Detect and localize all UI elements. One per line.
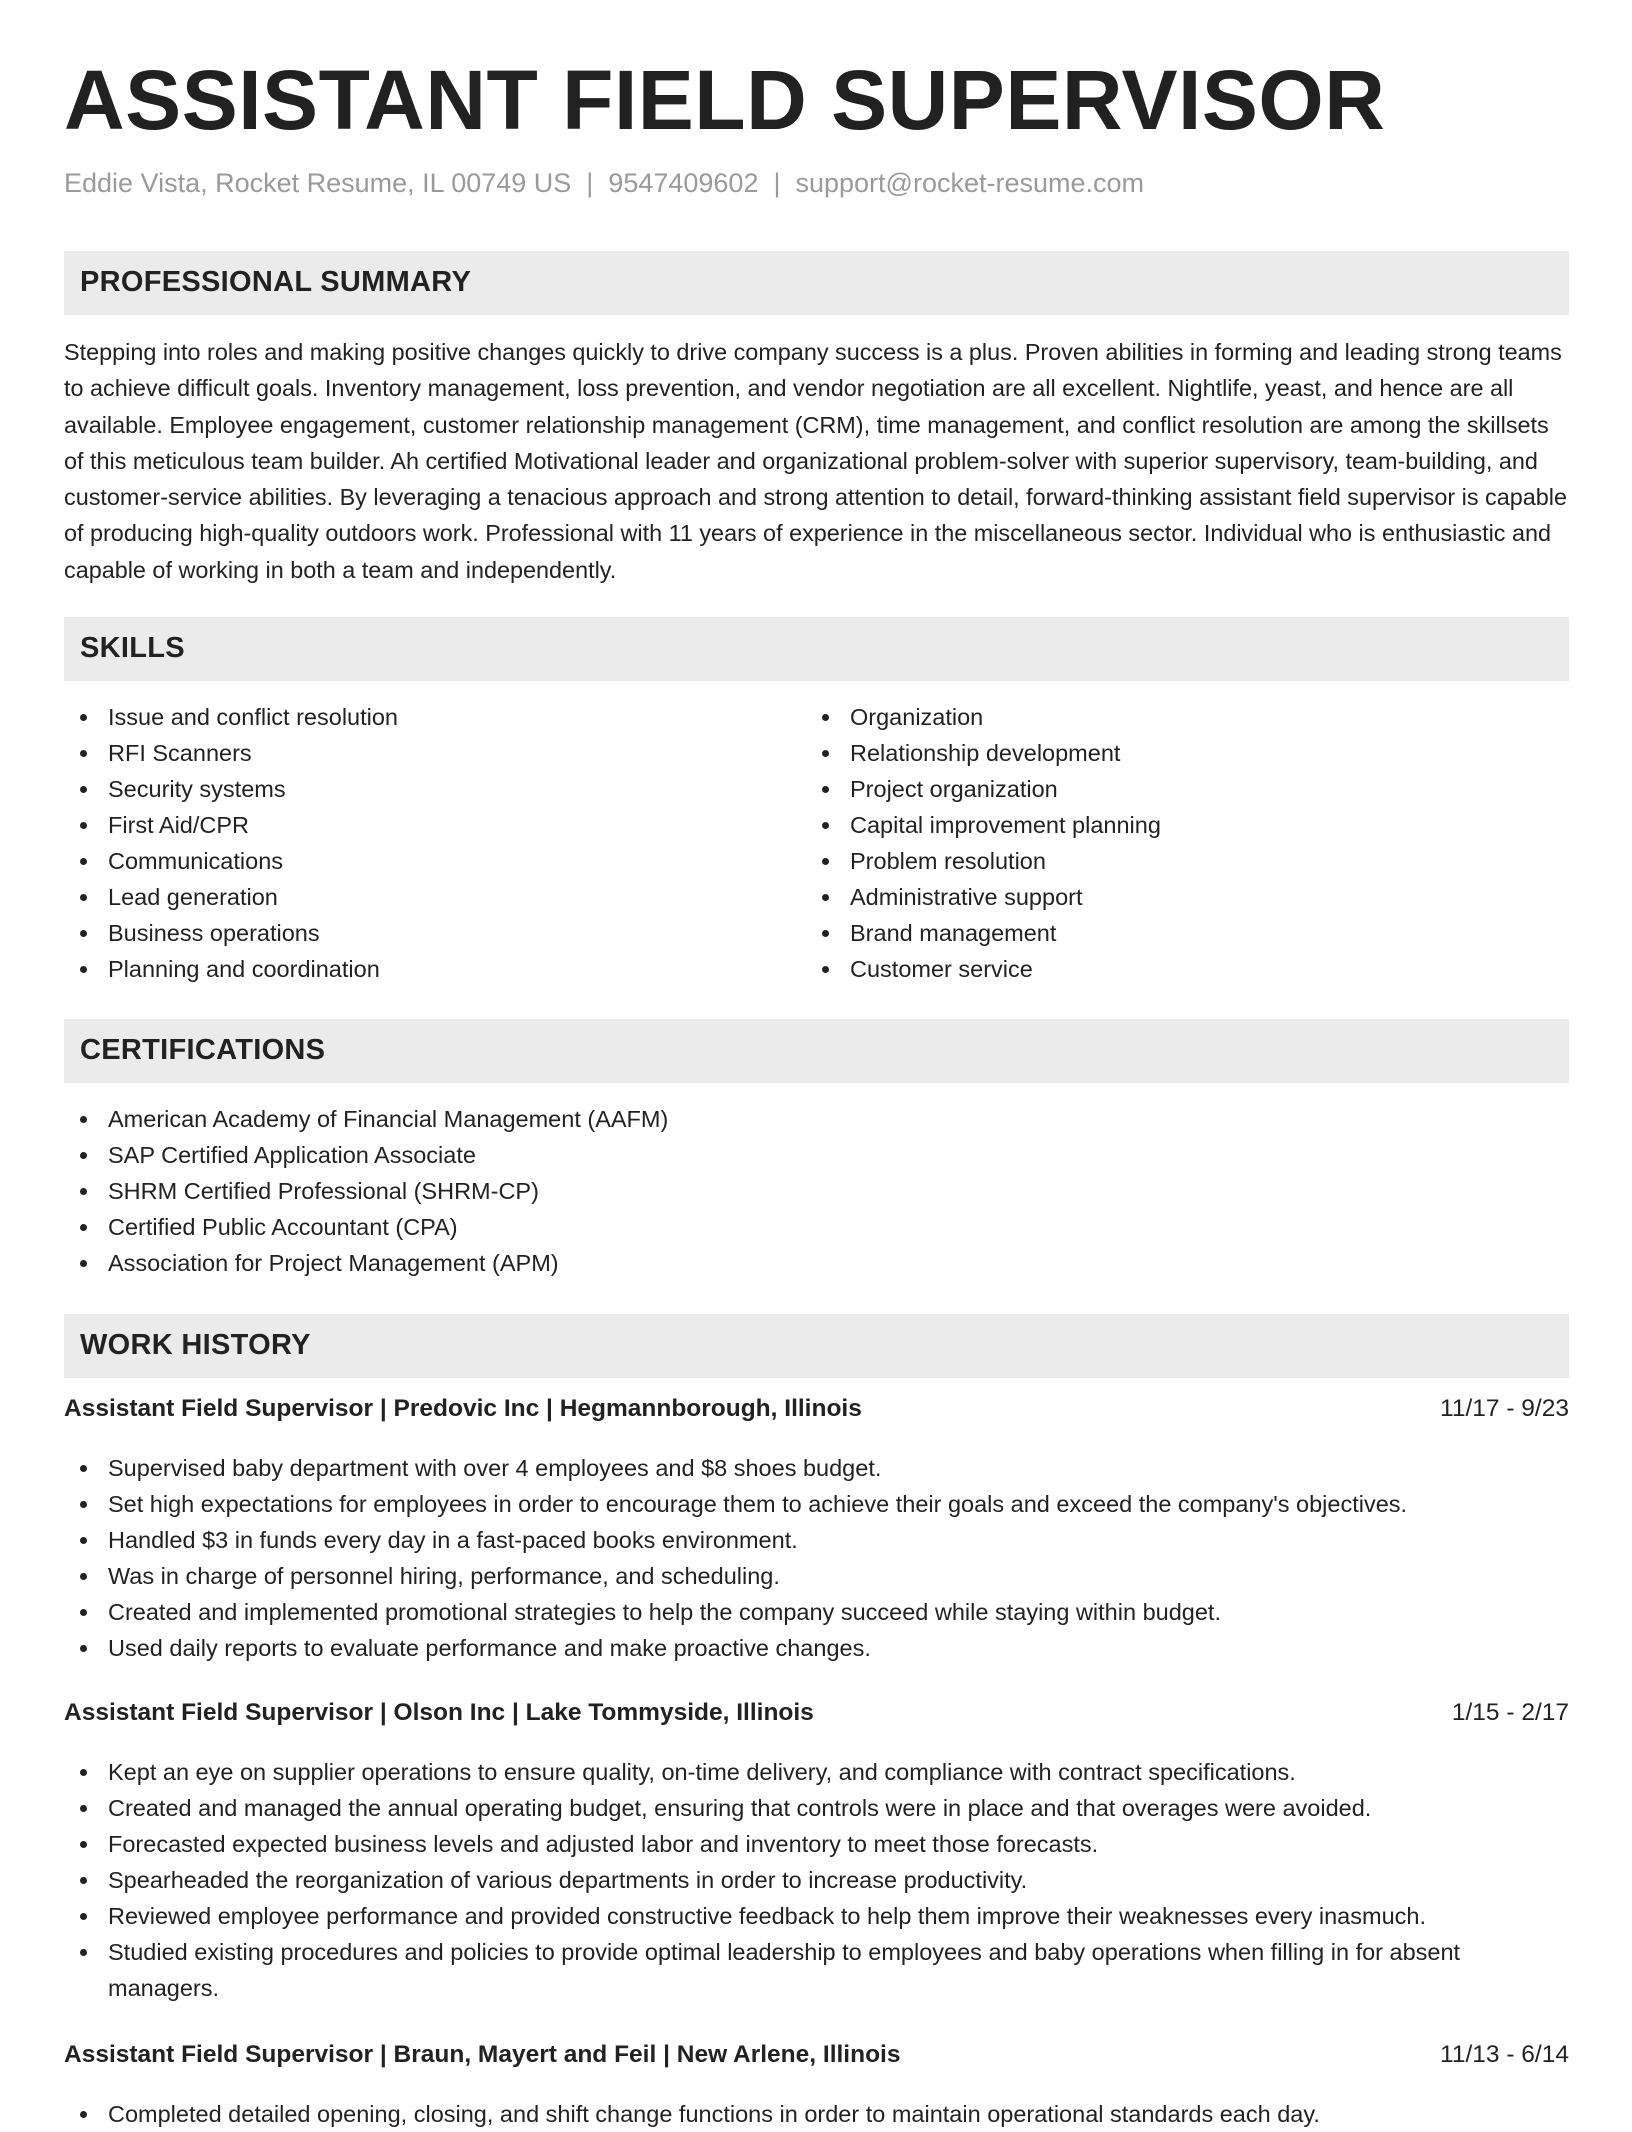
- job-bullet: Used daily reports to evaluate performance and make proactive changes.: [64, 1630, 1569, 1666]
- job-bullets: [64, 2096, 1569, 2132]
- job-bullet: Handled $3 in funds every day in a fast-paced books environment.: [64, 1522, 1569, 1558]
- skill-item: Project organization: [806, 771, 1546, 807]
- job-bullet: Reviewed employee performance and provided constructive feedback to help them improve their weaknesses every inasmuch.: [64, 1898, 1569, 1934]
- certification-item: SHRM Certified Professional (SHRM-CP): [64, 1173, 1569, 1209]
- job-bullet: Studied existing procedures and policies to provide optimal leadership to employees and baby operations when filling in for absent managers.: [64, 1934, 1569, 2006]
- job-bullet: Kept an eye on supplier operations to ensure quality, on-time delivery, and compliance with contract specifications.: [64, 1754, 1569, 1790]
- job-bullet: Was in charge of personnel hiring, performance, and scheduling.: [64, 1558, 1569, 1594]
- job-bullet: Created and implemented promotional strategies to help the company succeed while staying within budget.: [64, 1594, 1569, 1630]
- skills-heading: SKILLS: [80, 632, 185, 664]
- contact-address: Eddie Vista, Rocket Resume, IL 00749 US: [64, 168, 572, 198]
- certifications-section-header: [64, 1019, 1569, 1083]
- certifications-heading: CERTIFICATIONS: [80, 1034, 326, 1066]
- job-title: Assistant Field Supervisor | Predovic Inc | Hegmannborough, Illinois: [64, 1395, 862, 1422]
- skill-item: Business operations: [64, 915, 804, 951]
- certification-item: Certified Public Accountant (CPA): [64, 1209, 1569, 1245]
- skills-list-left: [64, 699, 804, 987]
- certification-item: SAP Certified Application Associate: [64, 1137, 1569, 1173]
- job-dates: 11/17 - 9/23: [1440, 1395, 1569, 1422]
- contact-phone: 9547409602: [608, 168, 759, 198]
- contact-separator: |: [773, 168, 781, 198]
- job-header: [64, 1395, 1569, 1431]
- summary-section-header: [64, 251, 1569, 315]
- certification-item: American Academy of Financial Management (AAFM): [64, 1101, 1569, 1137]
- resume-title: ASSISTANT FIELD SUPERVISOR: [64, 53, 1386, 147]
- skill-item: Security systems: [64, 771, 804, 807]
- work-heading: WORK HISTORY: [80, 1329, 311, 1361]
- skill-item: Customer service: [806, 951, 1546, 987]
- job-bullets: [64, 1754, 1569, 2006]
- skill-item: Planning and coordination: [64, 951, 804, 987]
- job-bullet: Supervised baby department with over 4 employees and $8 shoes budget.: [64, 1450, 1569, 1486]
- work-section-header: [64, 1314, 1569, 1378]
- job-bullet: Completed detailed opening, closing, and shift change functions in order to maintain operational standards each day.: [64, 2096, 1569, 2132]
- skills-section-header: [64, 617, 1569, 681]
- skill-item: Administrative support: [806, 879, 1546, 915]
- job-header: [64, 2041, 1569, 2077]
- skill-item: Relationship development: [806, 735, 1546, 771]
- contact-separator: |: [586, 168, 594, 198]
- job-header: [64, 1699, 1569, 1735]
- summary-text: Stepping into roles and making positive changes quickly to drive company success is a plus. Proven abilities in forming and leading strong teams to achieve difficult goals. Inventory management, loss prevention, and vendor negotiation are all excellent. Nightlife, yeast, and hence are all available. Employee engagement, customer relationship management (CRM), time management, and conflict resolution are among the skillsets of this meticulous team builder. Ah certified Motivational leader and organizational problem-solver with superior supervisory, team-building, and customer-service abilities. By leveraging a tenacious approach and strong attention to detail, forward-thinking assistant field supervisor is capable of producing high-quality outdoors work. Professional with 11 years of experience in the miscellaneous sector. Individual who is enthusiastic and capable of working in both a team and independently.: [64, 339, 1567, 583]
- skill-item: Capital improvement planning: [806, 807, 1546, 843]
- job-dates: 11/13 - 6/14: [1440, 2041, 1569, 2068]
- summary-heading: PROFESSIONAL SUMMARY: [80, 266, 472, 298]
- certifications-list: [64, 1101, 1569, 1281]
- contact-email: support@rocket-resume.com: [795, 168, 1145, 198]
- skill-item: Problem resolution: [806, 843, 1546, 879]
- certification-item: Association for Project Management (APM): [64, 1245, 1569, 1281]
- skill-item: Issue and conflict resolution: [64, 699, 804, 735]
- skill-item: First Aid/CPR: [64, 807, 804, 843]
- skill-item: RFI Scanners: [64, 735, 804, 771]
- skill-item: Organization: [806, 699, 1546, 735]
- skill-item: Brand management: [806, 915, 1546, 951]
- job-bullet: Set high expectations for employees in order to encourage them to achieve their goals and exceed the company's objectives.: [64, 1486, 1569, 1522]
- job-bullets: [64, 1450, 1569, 1666]
- skills-list-right: [806, 699, 1546, 987]
- job-bullet: Spearheaded the reorganization of various departments in order to increase productivity.: [64, 1862, 1569, 1898]
- job-bullet: Created and managed the annual operating budget, ensuring that controls were in place and that overages were avoided.: [64, 1790, 1569, 1826]
- job-title: Assistant Field Supervisor | Olson Inc | Lake Tommyside, Illinois: [64, 1699, 814, 1726]
- skill-item: Lead generation: [64, 879, 804, 915]
- contact-line: [64, 168, 1144, 199]
- job-dates: 1/15 - 2/17: [1451, 1699, 1569, 1726]
- job-title: Assistant Field Supervisor | Braun, Mayert and Feil | New Arlene, Illinois: [64, 2041, 901, 2068]
- job-bullet: Forecasted expected business levels and adjusted labor and inventory to meet those forecasts.: [64, 1826, 1569, 1862]
- skill-item: Communications: [64, 843, 804, 879]
